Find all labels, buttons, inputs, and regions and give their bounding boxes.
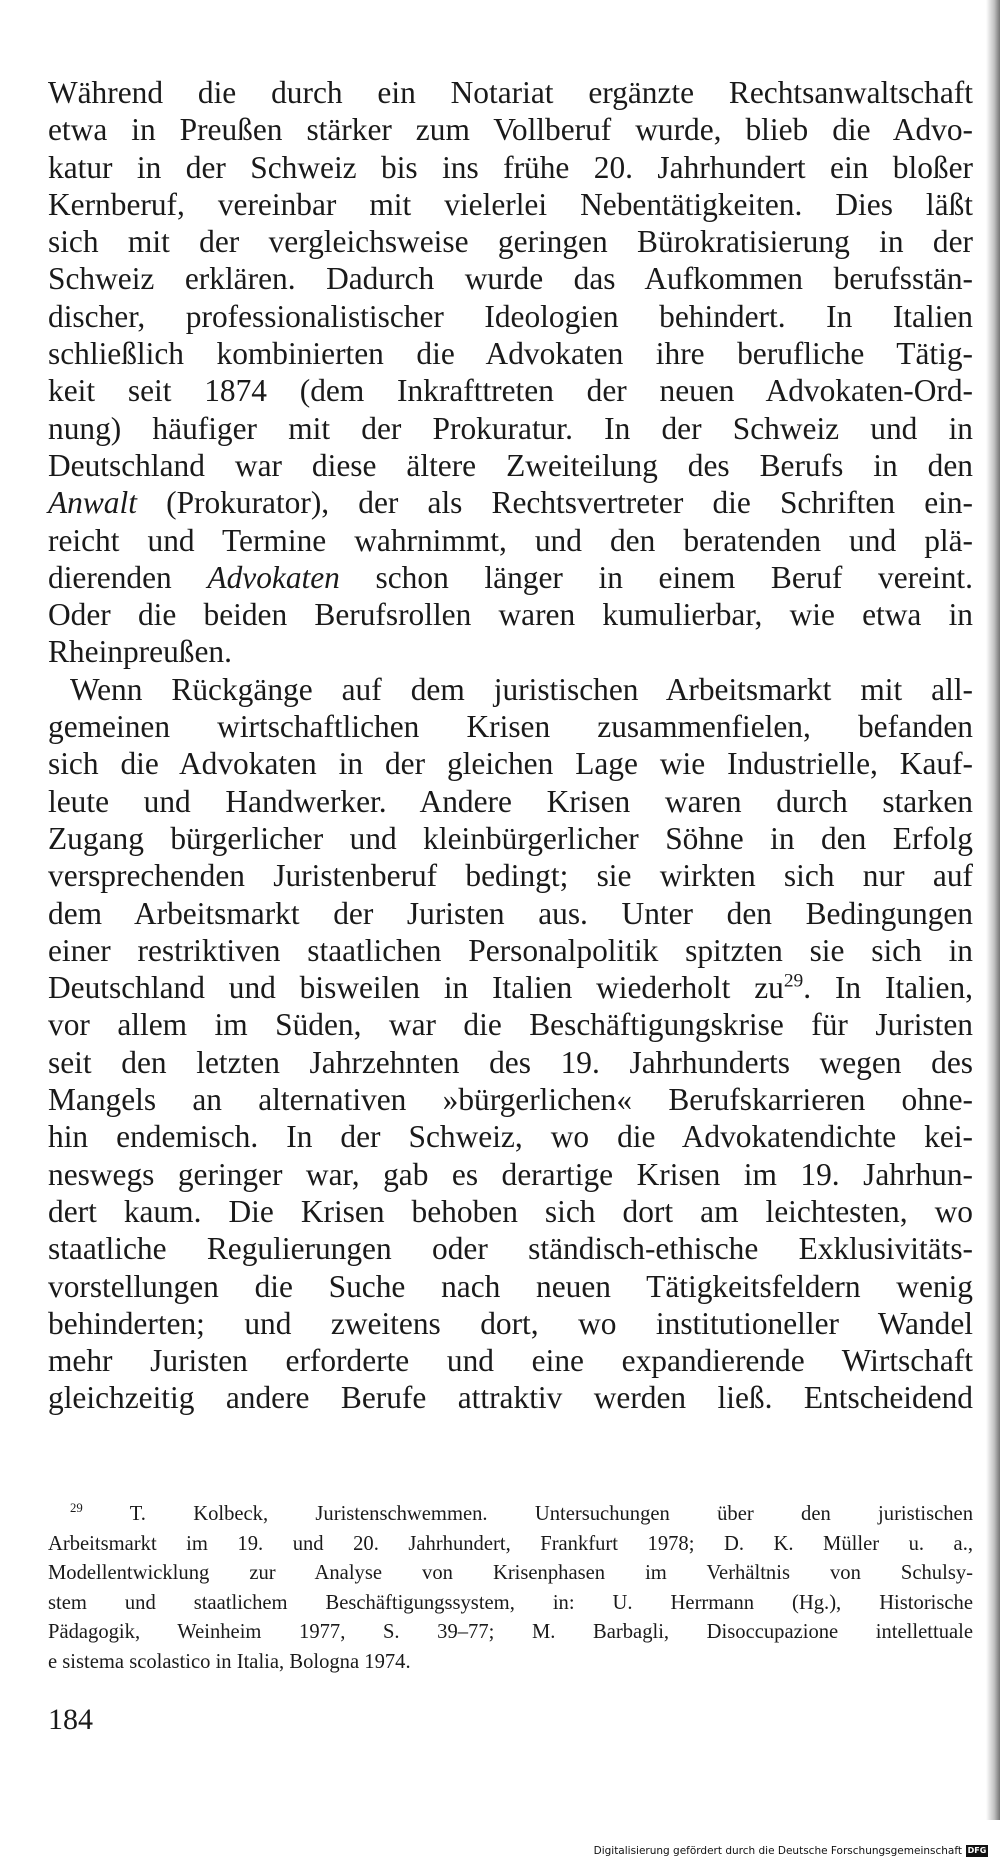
text-line: nung) häufiger mit der Prokuratur. In der Schweiz und in	[48, 410, 973, 446]
text-line: schließlich kombinierten die Advokaten ihre berufliche Tätig-	[48, 336, 973, 372]
body-text	[48, 74, 973, 1417]
funding-note	[594, 1845, 988, 1857]
footnote-line	[48, 1500, 973, 1530]
text-line: leute und Handwerker. Andere Krisen waren durch starken	[48, 783, 973, 819]
text-line: sich mit der vergleichsweise geringen Bürokratisierung in der	[48, 224, 973, 260]
text-line: dert kaum. Die Krisen behoben sich dort am leichtesten, wo	[48, 1193, 973, 1229]
line-rest: . In Italien,	[803, 970, 973, 1006]
line-start: Deutschland und bisweilen in Italien wiederholt zu	[48, 970, 784, 1006]
text-line: hin endemisch. In der Schweiz, wo die Advokatendichte kei-	[48, 1119, 973, 1155]
text-line: reicht und Termine wahrnimmt, und den beratenden und plä-	[48, 522, 973, 558]
text-line: seit den letzten Jahrzehnten des 19. Jahrhunderts wegen des	[48, 1044, 973, 1080]
text-line: vor allem im Süden, war die Beschäftigungskrise für Juristen	[48, 1007, 973, 1043]
text-line: behinderten; und zweitens dort, wo institutioneller Wandel	[48, 1305, 973, 1341]
text-line: etwa in Preußen stärker zum Vollberuf wurde, blieb die Advo-	[48, 112, 973, 148]
text-line: gemeinen wirtschaftlichen Krisen zusammenfielen, befanden	[48, 709, 973, 745]
text-line: discher, professionalistischer Ideologien behindert. In Italien	[48, 298, 973, 334]
text-line: mehr Juristen erforderte und eine expandierende Wirtschaft	[48, 1343, 973, 1379]
text-line: vorstellungen die Suche nach neuen Tätigkeitsfeldern wenig	[48, 1268, 973, 1304]
footnote	[48, 1500, 973, 1677]
text-line: staatliche Regulierungen oder ständisch-ethische Exklusivitäts-	[48, 1231, 973, 1267]
text-line: Rheinpreußen.	[48, 634, 232, 670]
line-rest: (Prokurator), der als Rechtsvertreter die Schriften ein-	[136, 485, 973, 521]
text-line: neswegs geringer war, gab es derartige Krisen im 19. Jahrhun-	[48, 1156, 973, 1192]
footnote-line: e sistema scolastico in Italia, Bologna 1974.	[48, 1650, 411, 1673]
footnote-line: Arbeitsmarkt im 19. und 20. Jahrhundert, Frankfurt 1978; D. K. Müller u. a.,	[48, 1532, 973, 1555]
footnote-marker: 29	[70, 1501, 83, 1516]
line-rest: schon länger in einem Beruf vereint.	[339, 559, 973, 595]
text-line: Während die durch ein Notariat ergänzte Rechtsanwaltschaft	[48, 75, 973, 110]
text-line: Schweiz erklären. Dadurch wurde das Aufkommen berufsstän-	[48, 261, 973, 297]
page-edge-shadow	[986, 0, 1000, 1820]
dfg-logo-icon: DFG	[967, 1846, 987, 1855]
footnote-text: T. Kolbeck, Juristenschwemmen. Untersuchungen über den juristischen	[82, 1503, 973, 1525]
text-line	[48, 484, 973, 521]
text-line: Wenn Rückgänge auf dem juristischen Arbeitsmarkt mit all-	[70, 671, 973, 707]
text-line	[48, 559, 973, 596]
footnote-ref: 29	[783, 970, 804, 992]
text-line: versprechenden Juristenberuf bedingt; sie wirkten sich nur auf	[48, 858, 973, 894]
footnote-line: Pädagogik, Weinheim 1977, S. 39–77; M. Barbagli, Disoccupazione intellettuale	[48, 1621, 973, 1643]
line-start: dierenden	[48, 559, 208, 595]
page-number: 184	[48, 1703, 93, 1736]
text-line	[48, 969, 973, 1006]
funding-text: Digitalisierung gefördert durch die Deutsche Forschungsgemeinschaft	[593, 1845, 962, 1857]
text-line: dem Arbeitsmarkt der Juristen aus. Unter den Bedingungen	[48, 895, 973, 931]
text-line: Oder die beiden Berufsrollen waren kumulierbar, wie etwa in	[48, 597, 973, 633]
italic-term: Advokaten	[207, 559, 340, 595]
text-line: katur in der Schweiz bis ins frühe 20. Jahrhundert ein bloßer	[48, 149, 973, 185]
text-line: keit seit 1874 (dem Inkrafttreten der neuen Advokaten-Ord-	[48, 373, 973, 409]
footnote-line: stem und staatlichem Beschäftigungssystem, in: U. Herrmann (Hg.), Historische	[48, 1591, 973, 1614]
text-line: Zugang bürgerlicher und kleinbürgerlicher Söhne in den Erfolg	[48, 820, 973, 856]
text-line: Deutschland war diese ältere Zweiteilung des Berufs in den	[48, 447, 973, 483]
text-line: Kernberuf, vereinbar mit vielerlei Nebentätigkeiten. Dies läßt	[48, 186, 973, 222]
text-line: sich die Advokaten in der gleichen Lage wie Industrielle, Kauf-	[48, 746, 973, 782]
footnote-line: Modellentwicklung zur Analyse von Krisenphasen im Verhältnis von Schulsy-	[48, 1562, 973, 1584]
text-line: Mangels an alternativen »bürgerlichen« Berufskarrieren ohne-	[48, 1082, 973, 1118]
text-line: gleichzeitig andere Berufe attraktiv werden ließ. Entscheidend	[48, 1380, 973, 1416]
italic-term: Anwalt	[48, 485, 137, 521]
text-line: einer restriktiven staatlichen Personalpolitik spitzten sie sich in	[48, 932, 973, 968]
